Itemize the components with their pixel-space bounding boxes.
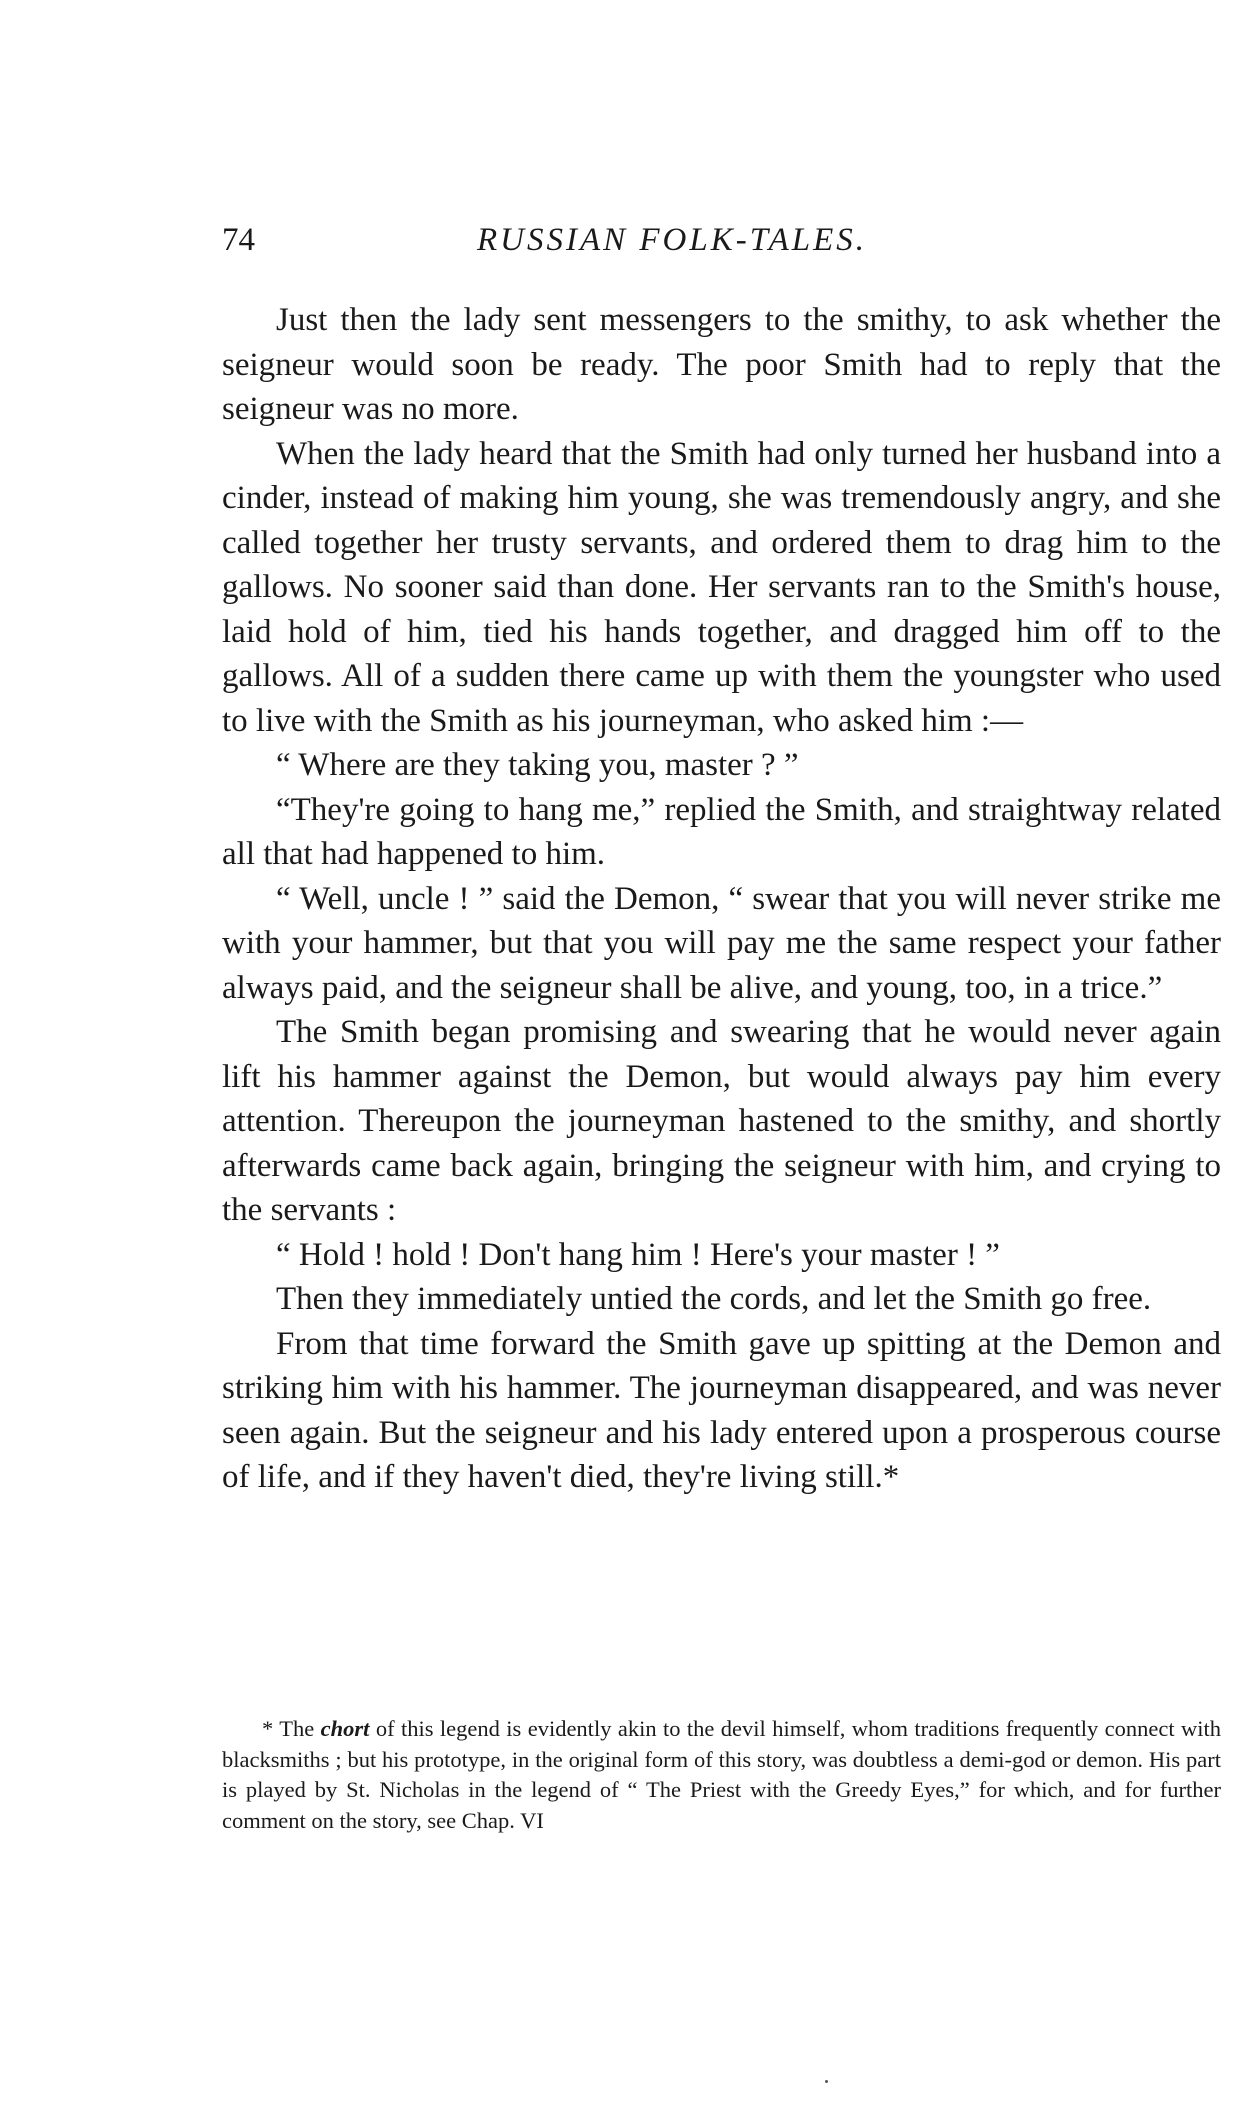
paragraph: Then they immediately untied the cords, and let the Smith go free. <box>276 1281 1152 1317</box>
paragraph: When the lady heard that the Smith had only turned her husband into a cinder, instead of making him young, she was tremendously angry, and she called together her trusty servants, and ordered them to drag him to the gallows. No sooner said than done. Her servants ran to the Smith's house, laid hold of him, tied his hands together, and dragged him off to the gallows. All of a sudden there came up with them the youngster who used to live with the Smith as his journeyman, who asked him :— <box>222 435 1221 739</box>
paragraph: Just then the lady sent messengers to the smithy, to ask whether the seigneur would soon be ready. The poor Smith had to reply that the seigneur was no more. <box>222 302 1221 427</box>
paragraph: From that time forward the Smith gave up spitting at the Demon and striking him with his hammer. The journeyman disappeared, and was never seen again. But the seigneur and his lady entered upon a prosperous course of life, and if they haven't died, they're living still.* <box>222 1325 1221 1495</box>
paragraph: “They're going to hang me,” replied the Smith, and straightway related all that had happened to him. <box>222 791 1221 872</box>
footnote-emphasized-word: chort <box>320 1716 370 1741</box>
body-text <box>222 298 1221 1500</box>
running-head <box>222 222 1222 272</box>
paragraph: The Smith began promising and swearing that he would never again lift his hammer against the Demon, but would always pay him every attention. Thereupon the journeyman hastened to the smithy, and shortly afterwards came back again, bringing the seigneur with him, and crying to the servants : <box>222 1014 1221 1228</box>
scan-speck <box>825 2080 828 2083</box>
running-title: RUSSIAN FOLK-TALES. <box>477 222 868 258</box>
footnote-body: of this legend is evidently akin to the devil himself, whom traditions frequently connect with blacksmiths ; but his prototype, in the original form of this story, was doubtless a demi-god or demon. His part is played by St. Nicholas in the legend of “ The Priest with the Greedy Eyes,” for which, and for further comment on the story, see Chap. VI <box>222 1716 1222 1833</box>
paragraph: “ Where are they taking you, master ? ” <box>276 747 799 783</box>
footnote-text <box>222 1714 1221 1836</box>
paragraph: “ Well, uncle ! ” said the Demon, “ swear that you will never strike me with your hammer, but that you will pay me the same respect your father always paid, and the seigneur shall be alive, and young, too, in a trice.” <box>222 880 1221 1006</box>
footnote-marker: * The <box>262 1716 315 1741</box>
page-number: 74 <box>222 222 255 258</box>
paragraph: “ Hold ! hold ! Don't hang him ! Here's your master ! ” <box>276 1236 1000 1273</box>
footnote <box>222 1714 1221 1836</box>
